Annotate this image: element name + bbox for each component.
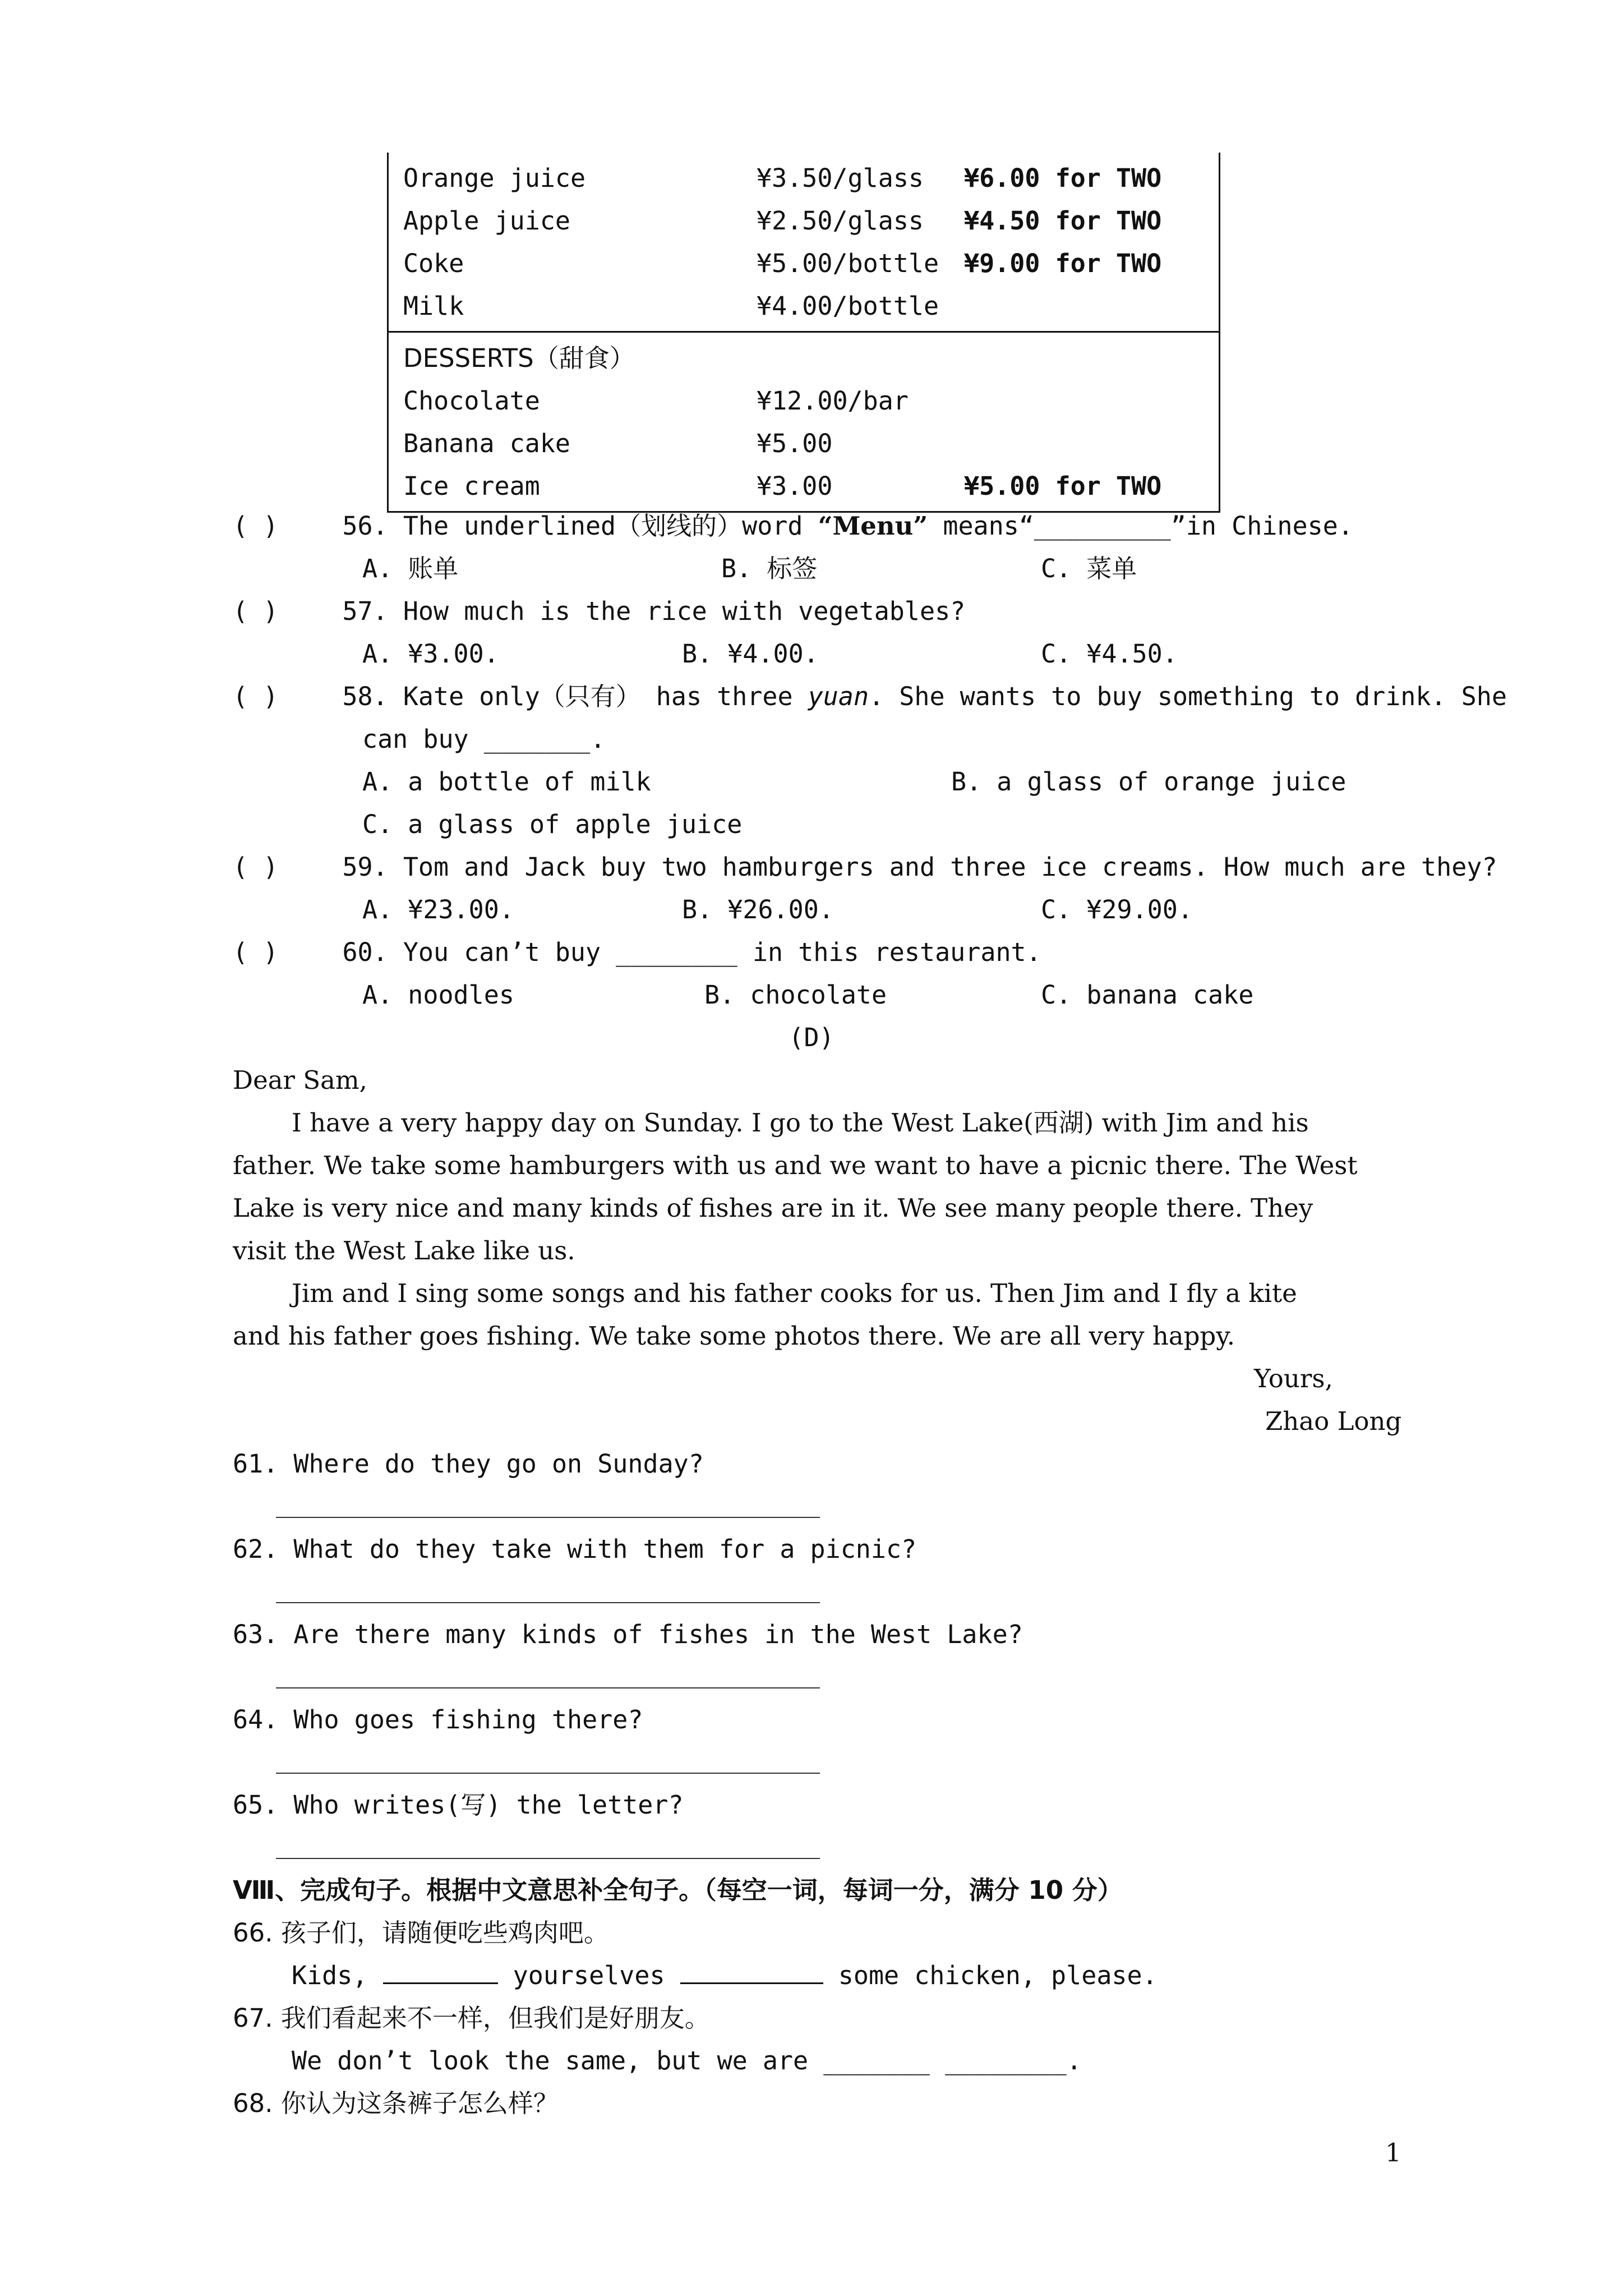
- option-b[interactable]: B. 标签: [721, 554, 818, 583]
- option-b[interactable]: B. chocolate: [704, 980, 887, 1010]
- option-c[interactable]: C. banana cake: [1041, 980, 1254, 1010]
- letter-para1-line4: visit the West Lake like us.: [233, 1236, 575, 1266]
- menu-item-name: Milk: [403, 291, 464, 321]
- question-62: 62. What do they take with them for a picnic?: [233, 1534, 917, 1564]
- letter-para2-line2: and his father goes fishing. We take some photos there. We are all very happy.: [233, 1321, 1235, 1351]
- menu-item-price: ¥3.00: [757, 471, 833, 501]
- letter-greeting: Dear Sam,: [233, 1065, 367, 1095]
- question-57: ( ) 57. How much is the rice with vegetables?: [233, 596, 966, 626]
- menu-row: [403, 242, 1219, 285]
- question-56: ( ) 56. The underlined（划线的）word “Menu” means“_________”in Chinese.: [233, 511, 1353, 541]
- question-66-en: Kids, yourselves some chicken, please.: [292, 1961, 1158, 1990]
- menu-item-deal: [964, 285, 1211, 328]
- question-67-en: We don’t look the same, but we are _______ ________.: [292, 2046, 1082, 2076]
- question-58-line2: can buy _______.: [362, 724, 606, 754]
- question-63: 63. Are there many kinds of fishes in the West Lake?: [233, 1619, 1023, 1649]
- option-c[interactable]: C. a glass of apple juice: [362, 809, 743, 839]
- letter-signature: Zhao Long: [1265, 1406, 1402, 1436]
- question-58: ( ) 58. Kate only（只有） has three yuan. She wants to buy something to drink. She: [233, 682, 1507, 711]
- menu-item-deal: ¥9.00 for TWO: [964, 249, 1162, 278]
- blank-66-1[interactable]: [383, 1960, 498, 1984]
- menu-desserts-section: [389, 331, 1219, 511]
- menu-item-name: Chocolate: [403, 386, 540, 416]
- question-59: ( ) 59. Tom and Jack buy two hamburgers and three ice creams. How much are they?: [233, 852, 1497, 882]
- option-b[interactable]: B. ¥4.00.: [682, 639, 819, 669]
- menu-row: [403, 422, 1219, 465]
- section-d-label: (D): [789, 1023, 834, 1052]
- answer-line-61[interactable]: [276, 1516, 820, 1518]
- menu-item-price: ¥12.00/bar: [757, 386, 909, 416]
- option-a[interactable]: A. noodles: [362, 980, 514, 1010]
- option-a[interactable]: A. a bottle of milk: [362, 767, 651, 797]
- menu-item-name: Ice cream: [403, 471, 540, 501]
- menu-item-price: ¥3.50/glass: [757, 163, 924, 193]
- section-8-title: Ⅷ、完成句子。根据中文意思补全句子。（每空一词，每词一分，满分 10 分）: [233, 1875, 1123, 1905]
- menu-item-name: Orange juice: [403, 163, 586, 193]
- menu-drinks-section: [389, 153, 1219, 331]
- answer-line-62[interactable]: [276, 1601, 820, 1603]
- question-61: 61. Where do they go on Sunday?: [233, 1449, 704, 1479]
- menu-item-price: ¥2.50/glass: [757, 206, 924, 236]
- answer-line-64[interactable]: [276, 1772, 820, 1774]
- menu-item-name: Banana cake: [403, 429, 571, 458]
- menu-row: [403, 465, 1219, 508]
- menu-item-deal: ¥4.50 for TWO: [964, 206, 1162, 236]
- question-68-zh: 68. 你认为这条裤子怎么样？: [233, 2088, 559, 2118]
- option-a[interactable]: A. 账单: [362, 554, 459, 583]
- option-c[interactable]: C. ¥4.50.: [1041, 639, 1178, 669]
- menu-row: [403, 380, 1219, 422]
- menu-item-deal: ¥6.00 for TWO: [964, 163, 1162, 193]
- option-b[interactable]: B. a glass of orange juice: [951, 767, 1347, 797]
- answer-line-63[interactable]: [276, 1686, 820, 1688]
- desserts-header: DESSERTS（甜食）: [403, 343, 635, 373]
- answer-line-65[interactable]: [276, 1857, 820, 1859]
- option-c[interactable]: C. ¥29.00.: [1041, 895, 1193, 924]
- question-57-options: [362, 633, 1178, 675]
- menu-row: [403, 157, 1219, 200]
- question-60-options: [362, 974, 1253, 1016]
- letter-closing: Yours,: [1254, 1364, 1333, 1393]
- letter-para1-line2: father. We take some hamburgers with us and we want to have a picnic there. The West: [233, 1151, 1358, 1180]
- page-number: 1: [1385, 2138, 1401, 2168]
- menu-table: [387, 153, 1220, 513]
- blank-66-2[interactable]: [680, 1960, 823, 1984]
- menu-item-name: Apple juice: [403, 206, 571, 236]
- question-67-zh: 67. 我们看起来不一样，但我们是好朋友。: [233, 2003, 710, 2033]
- menu-item-price: ¥5.00/bottle: [757, 249, 939, 278]
- letter-para1-line3: Lake is very nice and many kinds of fishes are in it. We see many people there. They: [233, 1193, 1313, 1223]
- question-60: ( ) 60. You can’t buy ________ in this restaurant.: [233, 937, 1041, 967]
- menu-row: [403, 200, 1219, 242]
- option-a[interactable]: A. ¥23.00.: [362, 895, 514, 924]
- menu-item-deal: [964, 422, 1211, 465]
- question-64: 64. Who goes fishing there?: [233, 1705, 643, 1734]
- letter-para2-line1: Jim and I sing some songs and his father cooks for us. Then Jim and I fly a kite: [292, 1278, 1297, 1308]
- question-58-options-row1: [362, 761, 1346, 803]
- option-c[interactable]: C. 菜单: [1041, 554, 1137, 583]
- menu-item-name: Coke: [403, 249, 464, 278]
- menu-row: [403, 285, 1219, 328]
- letter-para1-line1: I have a very happy day on Sunday. I go to the West Lake(西湖) with Jim and his: [292, 1108, 1309, 1138]
- menu-item-deal: ¥5.00 for TWO: [964, 471, 1162, 501]
- menu-item-price: ¥4.00/bottle: [757, 291, 939, 321]
- menu-item-deal: [964, 380, 1211, 422]
- option-b[interactable]: B. ¥26.00.: [682, 895, 834, 924]
- menu-item-price: ¥5.00: [757, 429, 833, 458]
- option-a[interactable]: A. ¥3.00.: [362, 639, 499, 669]
- question-59-options: [362, 889, 1193, 931]
- question-65: 65. Who writes(写) the letter?: [233, 1790, 684, 1820]
- question-56-options: [362, 547, 1137, 590]
- question-66-zh: 66. 孩子们，请随便吃些鸡肉吧。: [233, 1918, 609, 1948]
